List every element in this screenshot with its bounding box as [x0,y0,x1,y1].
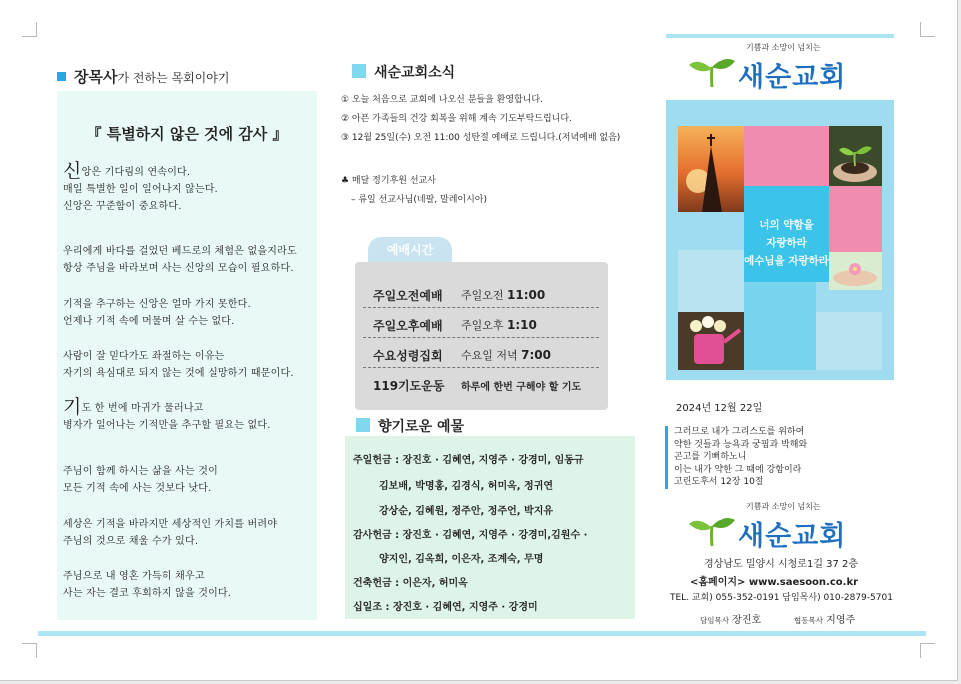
story-paragraph-1: 신앙은 기다림의 연속이다. 매일 특별한 일이 일어나지 않는다. 신앙은 꾸준함이 중요하다. [63,160,218,212]
church-news-heading: 새순교회소식 [352,62,455,82]
crop-mark-bottom-right [920,643,935,658]
steeple-icon [678,126,744,212]
bullet-square-icon [57,72,66,81]
worship-row: 주일오전예배 주일오전 11:00 [363,278,599,308]
hands-flower-photo [829,252,882,290]
copastor-credit: 협동목사 지영주 [794,615,856,626]
story-paragraph-8: 주님으로 내 영혼 가득히 채우고 사는 자는 결코 후회하지 않을 것이다. [63,571,232,599]
crop-mark-bottom-left [22,643,37,658]
church-address: 경상남도 밀양시 시청로1길 37 2층 [704,559,859,570]
sprout-icon [688,514,736,548]
church-news-list [341,91,620,148]
bottom-accent-bar [38,631,926,636]
sprout-icon [688,55,736,89]
news-item: ③ 12월 25일(수) 오전 11:00 성탄절 예배로 드립니다.(저녁예배 없음) [341,133,621,143]
bullet-square-icon [356,418,370,432]
worship-times-box [355,262,608,410]
news-item: ① 오늘 처음으로 교회에 나오신 분들을 환영합니다. [341,95,543,105]
pink-tile [744,126,829,186]
pastor-story-heading: 장목사가 전하는 목회이야기 [57,66,229,87]
pastor-credit: 담임목사 장진호 [700,615,762,626]
sprout-in-hands-icon [829,126,882,186]
crop-mark-top-left [22,22,37,37]
story-paragraph-7: 세상은 기적을 바라지만 세상적인 가치를 버려야 주님의 것으로 채울 수가 있다. [63,519,278,547]
story-paragraph-6: 주님이 함께 하시는 삶을 사는 것이 모든 기적 속에 사는 것보다 낫다. [63,466,218,494]
news-item: ② 아픈 가족들의 건강 회복을 위해 계속 기도부탁드립니다. [341,114,572,124]
worship-row: 119기도운동 하루에 한번 구해야 할 기도 [373,379,582,393]
story-paragraph-3: 기적을 추구하는 신앙은 얼마 가지 못한다. 언제나 기적 속에 머물며 살 수는 없다. [63,299,251,327]
watering-can-photo [678,312,744,370]
light-blue-tile [816,312,882,370]
story-paragraph-5: 기도 한 번에 마귀가 물러나고 병자가 일어나는 기적만을 추구할 필요는 없다. [63,396,271,431]
pink-tile [829,186,882,252]
offering-box: 주일헌금 : 장진호 · 김혜연, 지영주 · 강경미, 임동규 김보배, 박명홍, 김경식, 허미옥, 정귀연 강상순, 김혜원, 정주안, 정주언, 박지유 감사헌금 : 장진호 · 김혜연, 지영주 · 강경미,김원수 · 양지인, 김옥희, 이은자, 조계숙, 무명 건축헌금 : 이은자, 허미옥 십일조 : 장진호 · 김혜연, 지영주 · 강경미 [345,436,635,619]
homepage-link[interactable]: <홈페이지> www.saesoon.co.kr [690,577,859,588]
bullet-square-icon [352,64,366,78]
hands-sprout-photo [829,126,882,186]
worship-times-tab: 예배시간 [368,237,452,263]
cover-artwork [666,100,894,380]
offering-heading: 향기로운 예물 [356,416,464,436]
story-title: 『 특별하지 않은 것에 감사 』 [86,125,288,143]
bulletin-date: 2024년 12월 22일 [676,403,763,414]
blue-tile [744,282,816,370]
church-logo-bottom: 기쁨과 소망이 넘치는 새순교회 [688,501,821,550]
crop-mark-top-right [920,22,935,37]
church-logo-top: 기쁨과 소망이 넘치는 새순교회 [688,42,821,91]
steeple-photo [678,126,744,212]
flower-hands-icon [829,252,882,290]
watering-can-icon [678,312,744,370]
pastor-story-box [57,91,317,620]
scripture-verse: 그러므로 내가 그리스도를 위하여 약한 것들과 능욕과 궁핍과 박해와 곤고를 기뻐하노니 이는 내가 약한 그 때에 강함이라 고린도후서 12장 10절 [665,426,874,489]
mission-support: ♣ 매달 정기후원 선교사 – 류일 선교사님(네팔, 말레이시아) [341,176,487,205]
top-accent-bar [666,34,894,38]
contact-phone: TEL. 교회) 055-352-0191 담임목사) 010-2879-5701 [670,593,893,603]
cover-message-tile: 너의 약함을 자랑하라 예수님을 자랑하라 [744,186,829,282]
story-paragraph-2: 우리에게 바다를 걸었던 베드로의 체험은 없을지라도 항상 주님을 바라보며 사는 신앙의 모습이 필요하다. [63,246,297,274]
story-paragraph-4: 사람이 잘 믿다가도 좌절하는 이유는 자기의 욕심대로 되지 않는 것에 실망하기 때문이다. [63,351,294,379]
light-blue-tile [678,250,744,312]
worship-row: 주일오후예배 주일오후 1:10 [363,308,599,338]
worship-row: 수요성령집회 수요일 저녁 7:00 [363,338,599,368]
